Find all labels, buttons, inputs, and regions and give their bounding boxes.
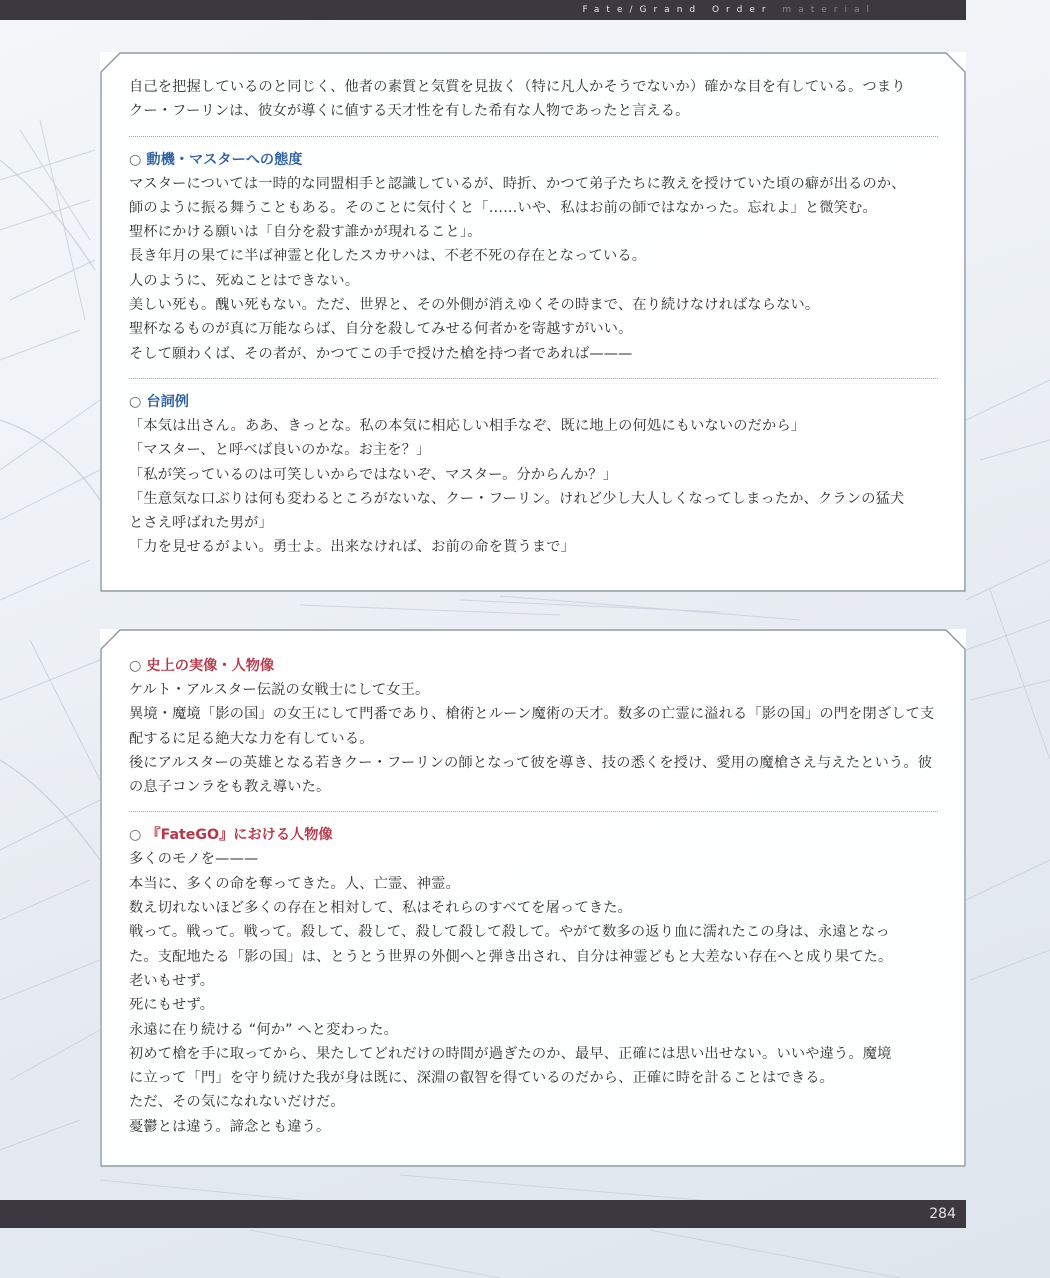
quote-line: 「マスター、と呼べば良いのかな。お主を？」 [129, 442, 431, 459]
dotted-divider [129, 136, 938, 137]
body-line: 聖杯にかける願いは「自分を殺す誰かが現れること」。 [129, 224, 482, 241]
bottom-footer-band [0, 1200, 966, 1228]
page-number: 284 [929, 1206, 956, 1222]
book-title-sub: material [782, 5, 876, 15]
book-title-main: Fate/Grand Order [582, 5, 783, 15]
circle-bullet-icon: ○ [129, 151, 142, 168]
section-heading-motivation [129, 148, 938, 172]
quote-line: 「本気は出さん。ああ、きっとな。私の本気に相応しい相手なぞ、既に地上の何処にもいないのだから」 [129, 417, 806, 434]
body-line: そして願わくば、その者が、かつてこの手で授けた槍を持つ者であれば——— [129, 345, 633, 362]
section-heading-history [129, 654, 938, 678]
section-heading-text: 台詞例 [146, 393, 189, 410]
section-heading-text: 史上の実像・人物像 [146, 658, 275, 674]
text-panel-1 [100, 52, 966, 592]
body-line: 死にもせず。 [129, 997, 215, 1014]
circle-bullet-icon: ○ [129, 827, 142, 844]
body-line: 配するに足る絶大な力を有している。 [129, 730, 374, 747]
body-line: 長き年月の果てに半ば神霊と化したスカサハは、不老不死の存在となっている。 [129, 248, 647, 265]
circle-bullet-icon: ○ [129, 658, 142, 674]
body-line: 数え切れないほど多くの存在と相対して、私はそれらのすべてを屠ってきた。 [129, 900, 632, 917]
body-line: 憂鬱とは違う。諦念とも違う。 [129, 1118, 331, 1135]
section-heading-quotes [129, 390, 938, 414]
body-line: ケルト・アルスター伝説の女戦士にして女王。 [129, 682, 430, 698]
intro-line: 自己を把握しているのと同じく、他者の素質と気質を見抜く（特に凡人かそうでないか）確かな目を有している。つまり [129, 79, 906, 95]
quote-line: 「私が笑っているのは可笑しいからではないぞ、マスター。分からんか？」 [129, 466, 618, 483]
body-line: マスターについては一時的な同盟相手と認識しているが、時折、かつて弟子たちに教えを授けていた頃の癖が出るのか、 [129, 175, 906, 192]
body-line: 後にアルスターの英雄となる若きクー・フーリンの師となって彼を導き、技の悉くを授け、愛用の魔槍さえ与えたという。彼 [129, 754, 933, 771]
body-line: 老いもせず。 [129, 972, 215, 989]
intro-line: クー・フーリンは、彼女が導くに値する天才性を有した希有な人物であったと言える。 [129, 103, 690, 120]
body-line: 人のように、死ぬことはできない。 [129, 272, 360, 289]
body-line: 美しい死も。醜い死もない。ただ、世界と、その外側が消えゆくその時まで、在り続けなければならない。 [129, 297, 820, 314]
body-line: 師のように振る舞うこともある。そのことに気付くと「……いや、私はお前の師ではなかった。忘れよ」と微笑む。 [129, 199, 877, 216]
body-line: 本当に、多くの命を奪ってきた。人、亡霊、神霊。 [129, 875, 460, 892]
top-header-band [0, 0, 966, 20]
section-heading-text: 『FateGO』における人物像 [146, 827, 333, 844]
section-heading-text: 動機・マスターへの態度 [146, 151, 303, 168]
quote-line: 「生意気な口ぶりは何も変わるところがないな、クー・フーリン。けれど少し大人しくなってしまったか、クランの猛犬 [129, 490, 905, 507]
body-line: に立って「門」を守り続けた我が身は既に、深淵の叡智を得ているのだから、正確に時を計ることはできる。 [129, 1070, 834, 1087]
body-line: 異境・魔境「影の国」の女王にして門番であり、槍術とルーン魔術の天才。数多の亡霊に溢れる「影の国」の門を閉ざして支 [129, 706, 935, 723]
quote-line: 「力を見せるがよい。勇士よ。出来なければ、お前の命を貰うまで」 [129, 539, 576, 556]
body-line: 戦って。戦って。戦って。殺して、殺して、殺して殺して殺して。やがて数多の返り血に濡れたこの身は、永遠となっ [129, 924, 890, 941]
body-line: 永遠に在り続ける “何か” へと変わった。 [129, 1021, 398, 1038]
dotted-divider [129, 378, 938, 379]
body-line: 初めて槍を手に取ってから、果たしてどれだけの時間が過ぎたのか、最早、正確には思い出せない。いいや違う。魔境 [129, 1045, 892, 1062]
circle-bullet-icon: ○ [129, 393, 142, 410]
body-line: た。支配地たる「影の国」は、とうとう世界の外側へと弾き出され、自分は神霊どもと大差ない存在へと成り果てた。 [129, 948, 893, 965]
text-panel-2 [100, 629, 966, 1167]
quote-line: とさえ呼ばれた男が」 [129, 515, 273, 532]
body-line: の息子コンラをも教え導いた。 [129, 779, 331, 796]
body-line: 聖杯なるものが真に万能ならば、自分を殺してみせる何者かを寄越すがいい。 [129, 321, 633, 338]
body-line: ただ、その気になれないだけだ。 [129, 1094, 345, 1111]
dotted-divider [129, 811, 938, 812]
section-heading-fatego [129, 823, 938, 847]
book-title [583, 5, 876, 15]
body-line: 多くのモノを——— [129, 851, 259, 868]
